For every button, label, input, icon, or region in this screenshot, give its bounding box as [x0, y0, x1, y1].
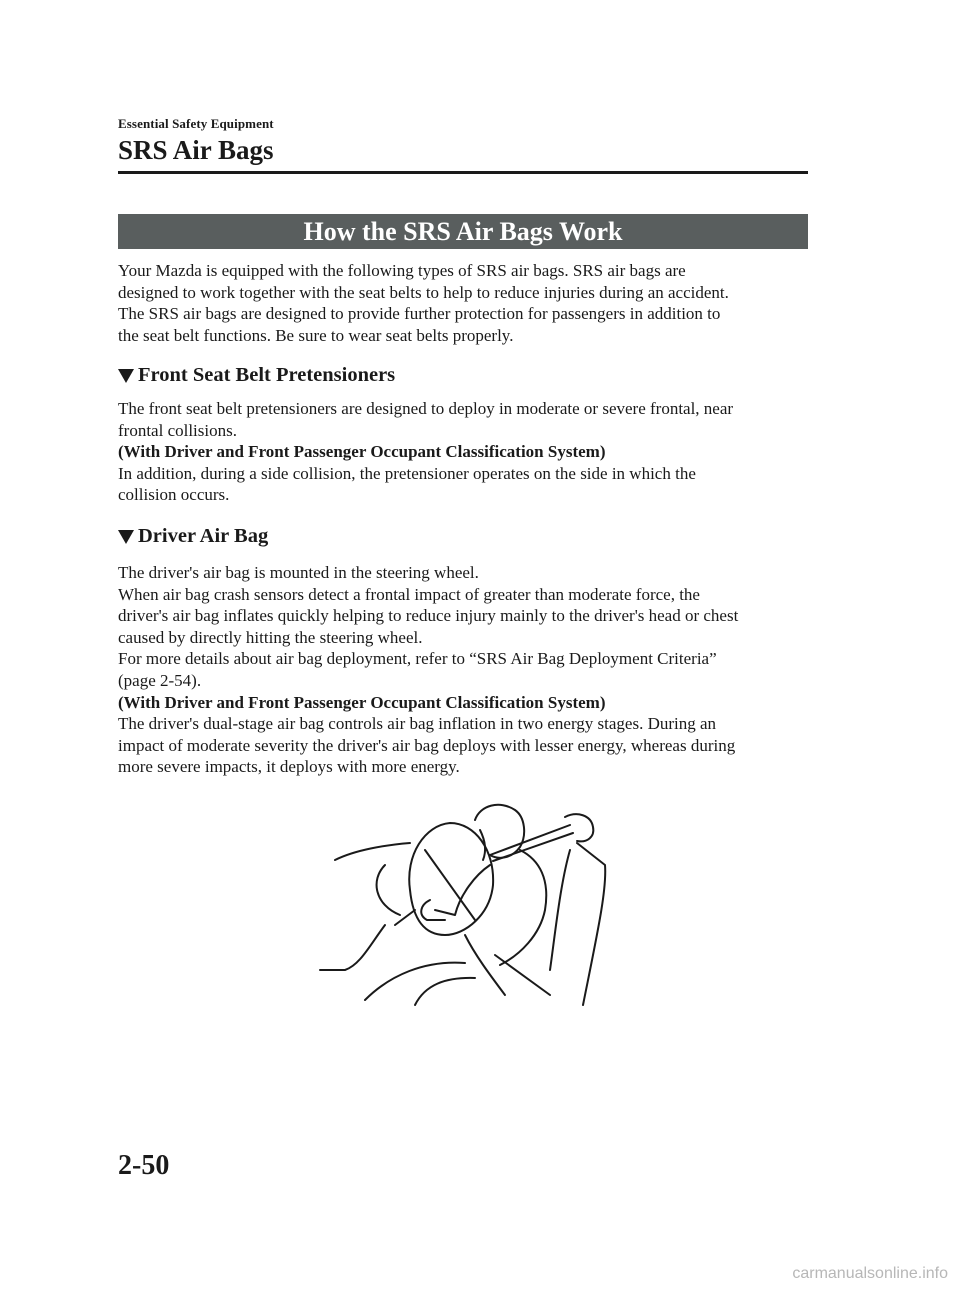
- seat-front: [415, 978, 475, 1005]
- triangle-down-icon: [118, 530, 134, 544]
- text-line: impact of moderate severity the driver's air bag deploys with lesser energy, whereas during: [118, 735, 736, 755]
- text-line: Your Mazda is equipped with the following types of SRS air bags. SRS air bags are: [118, 261, 686, 280]
- driver-face: [480, 830, 485, 860]
- lap-belt: [495, 955, 550, 995]
- text-line: The front seat belt pretensioners are designed to deploy in moderate or severe frontal, near: [118, 399, 734, 418]
- chapter-title: SRS Air Bags: [118, 135, 274, 165]
- driver-airbag-illustration: [315, 795, 615, 1010]
- seatback: [577, 843, 605, 1005]
- pretensioners-heading: [118, 364, 395, 387]
- airbag-cushion: [409, 823, 493, 935]
- seatback-inner: [550, 850, 570, 970]
- driver-arm: [435, 865, 490, 915]
- driver-shoulder: [500, 850, 546, 965]
- text-line: more severe impacts, it deploys with more energy.: [118, 757, 460, 777]
- system-note-label: (With Driver and Front Passenger Occupant Classification System): [118, 692, 606, 712]
- banner-title: How the SRS Air Bags Work: [303, 216, 623, 246]
- dashboard-lower: [377, 865, 400, 915]
- text-line: When air bag crash sensors detect a frontal impact of greater than moderate force, the: [118, 584, 700, 604]
- text-line: caused by directly hitting the steering wheel.: [118, 627, 423, 647]
- text-line: The driver's air bag is mounted in the steering wheel.: [118, 563, 479, 582]
- text-line: designed to work together with the seat belts to help to reduce injuries during an accident.: [118, 282, 729, 302]
- driver-airbag-heading: [118, 525, 268, 548]
- hood-line: [320, 925, 385, 970]
- heading-text: Driver Air Bag: [138, 525, 269, 547]
- intro-paragraph: [118, 260, 808, 346]
- system-note-label: (With Driver and Front Passenger Occupant Classification System): [118, 442, 606, 462]
- seatbelt-shoulder: [490, 825, 570, 855]
- seatbelt-shoulder-2: [493, 833, 573, 861]
- pretensioners-paragraph: [118, 398, 808, 506]
- heading-text: Front Seat Belt Pretensioners: [138, 364, 396, 386]
- seat-cushion: [365, 963, 465, 1000]
- airbag-crease: [425, 850, 475, 920]
- steering-column: [395, 910, 415, 925]
- text-line: collision occurs.: [118, 485, 230, 505]
- text-line: The driver's dual-stage air bag controls air bag inflation in two energy stages. During an: [118, 714, 717, 734]
- text-line: the seat belt functions. Be sure to wear seat belts properly.: [118, 325, 514, 345]
- text-line: In addition, during a side collision, the pretensioner operates on the side in which the: [118, 463, 696, 483]
- text-line: frontal collisions.: [118, 420, 237, 440]
- text-line: For more details about air bag deployment, refer to “SRS Air Bag Deployment Criteria”: [118, 649, 717, 669]
- driver-head: [475, 805, 524, 858]
- text-line: The SRS air bags are designed to provide further protection for passengers in addition to: [118, 304, 721, 324]
- header-rule: [118, 171, 808, 174]
- seatbelt-anchor: [565, 814, 593, 841]
- watermark: carmanualsonline.info: [792, 1265, 948, 1282]
- section-banner: [118, 214, 808, 249]
- text-line: (page 2-54).: [118, 670, 202, 690]
- text-line: driver's air bag inflates quickly helping to reduce injury mainly to the driver's head or chest: [118, 606, 739, 626]
- page-number: 2-50: [118, 1150, 170, 1181]
- dashboard-outline: [335, 843, 410, 860]
- section-label: Essential Safety Equipment: [118, 116, 274, 131]
- driver-airbag-paragraph: [118, 562, 808, 778]
- triangle-down-icon: [118, 369, 134, 383]
- driver-hand: [421, 900, 445, 920]
